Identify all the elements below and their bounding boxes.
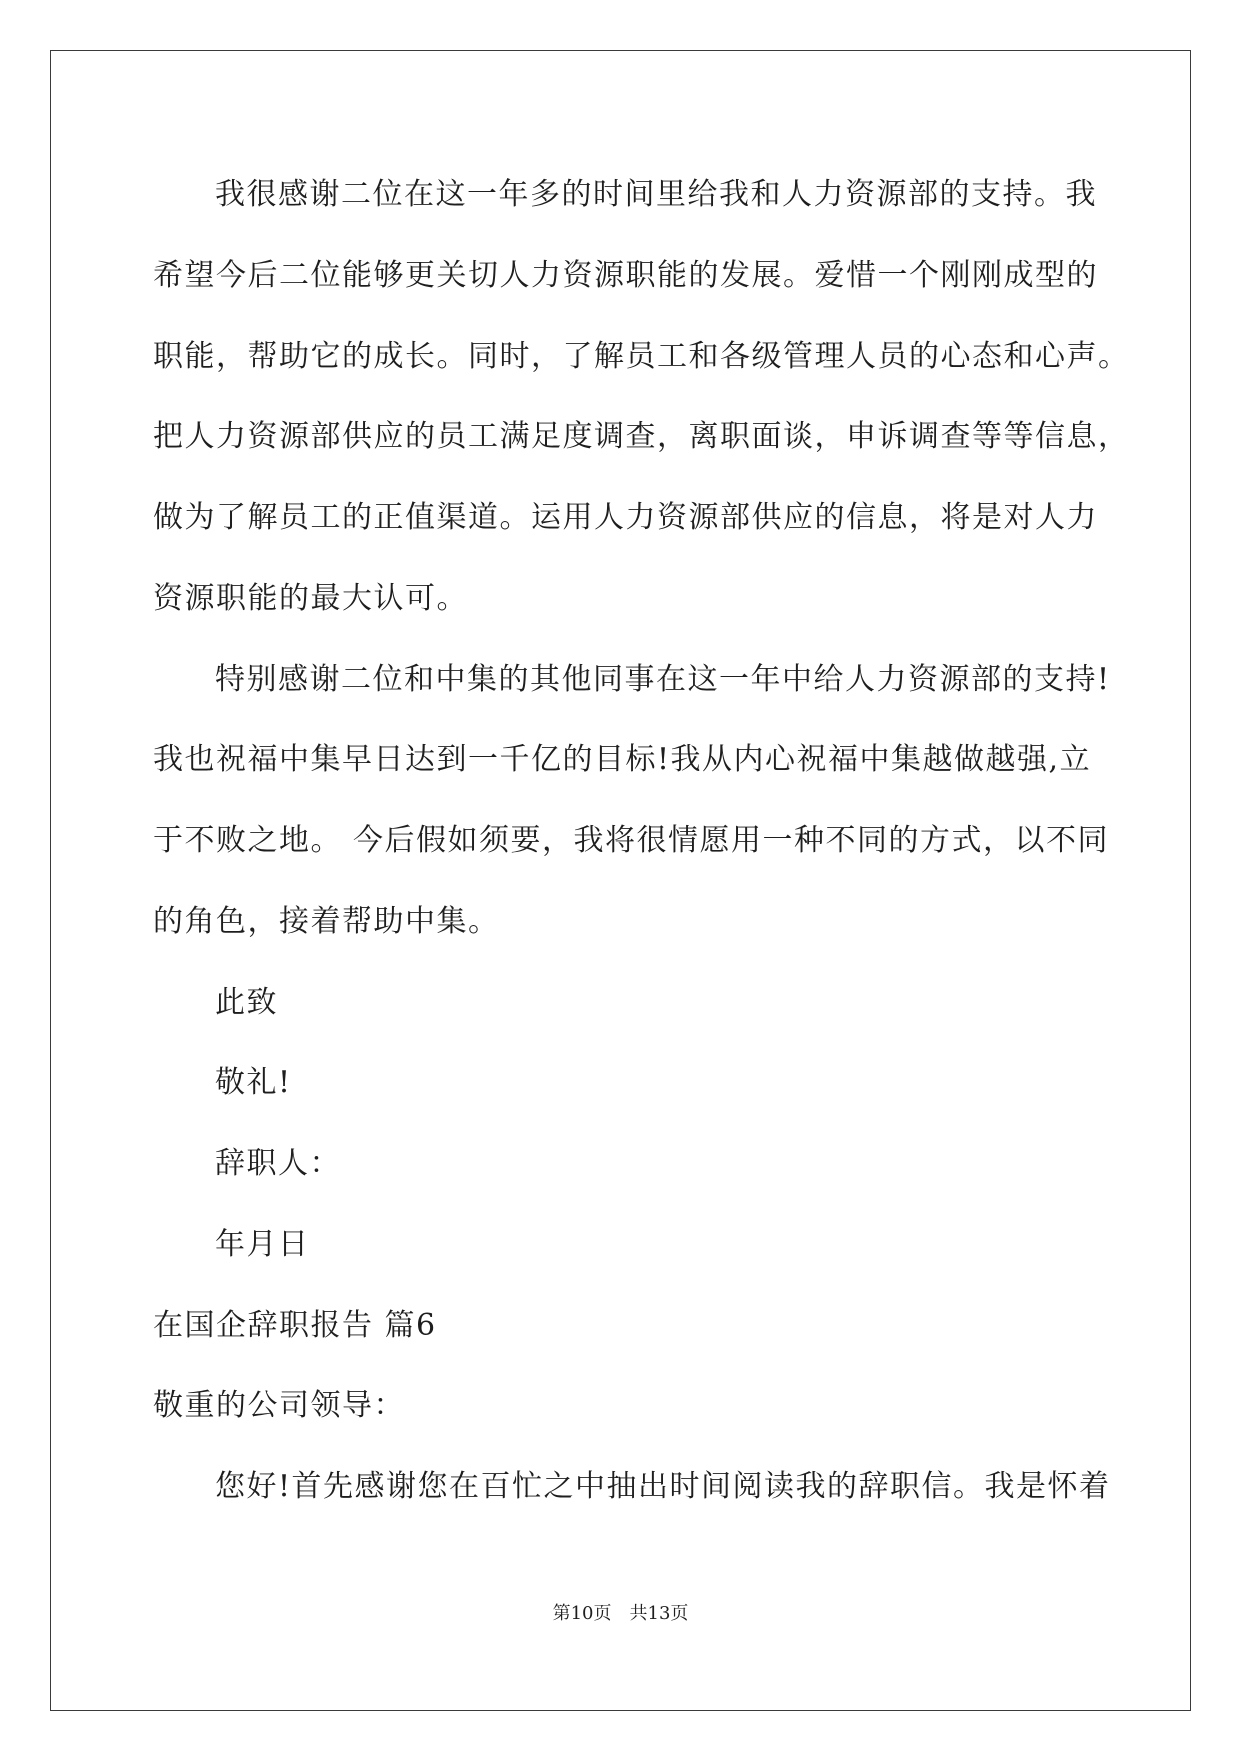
page-footer: [0, 1600, 1241, 1628]
paragraph-line: 把人力资源部供应的员工满足度调查，离职面谈，申诉调查等等信息，: [153, 419, 1130, 455]
paragraph-line: 职能，帮助它的成长。同时，了解员工和各级管理人员的心态和心声。: [153, 338, 1130, 374]
document-body: [153, 155, 1133, 1528]
paragraph-line: 您好!首先感谢您在百忙之中抽出时间阅读我的辞职信。我是怀着: [215, 1469, 1111, 1504]
paragraph-line: 我也祝福中集早日达到一千亿的目标!我从内心祝福中集越做越强,立: [153, 742, 1092, 778]
section-heading: 在国企辞职报告 篇6: [153, 1307, 437, 1343]
current-page-number: 第10页: [552, 1603, 612, 1624]
letter-greeting: 敬重的公司领导：: [153, 1388, 405, 1424]
paragraph-line: 做为了解员工的正值渠道。运用人力资源部供应的信息，将是对人力: [153, 500, 1098, 535]
paragraph-line: 资源职能的最大认可。: [153, 580, 468, 616]
paragraph-line: 的角色，接着帮助中集。: [153, 903, 500, 939]
paragraph-line: 希望今后二位能够更关切人力资源职能的发展。爱惜一个刚刚成型的: [153, 257, 1098, 293]
paragraph-line: 特别感谢二位和中集的其他同事在这一年中给人力资源部的支持!: [215, 661, 1111, 697]
date-label: 年月日: [215, 1226, 310, 1262]
closing-salutation: 此致: [215, 984, 278, 1020]
paragraph-line: 我很感谢二位在这一年多的时间里给我和人力资源部的支持。我: [215, 177, 1097, 212]
paragraph-line: 于不败之地。 今后假如须要，我将很情愿用一种不同的方式，以不同: [153, 823, 1110, 858]
total-page-count: 共13页: [629, 1603, 689, 1624]
signature-label: 辞职人：: [215, 1146, 341, 1181]
closing-regards: 敬礼!: [215, 1065, 292, 1101]
